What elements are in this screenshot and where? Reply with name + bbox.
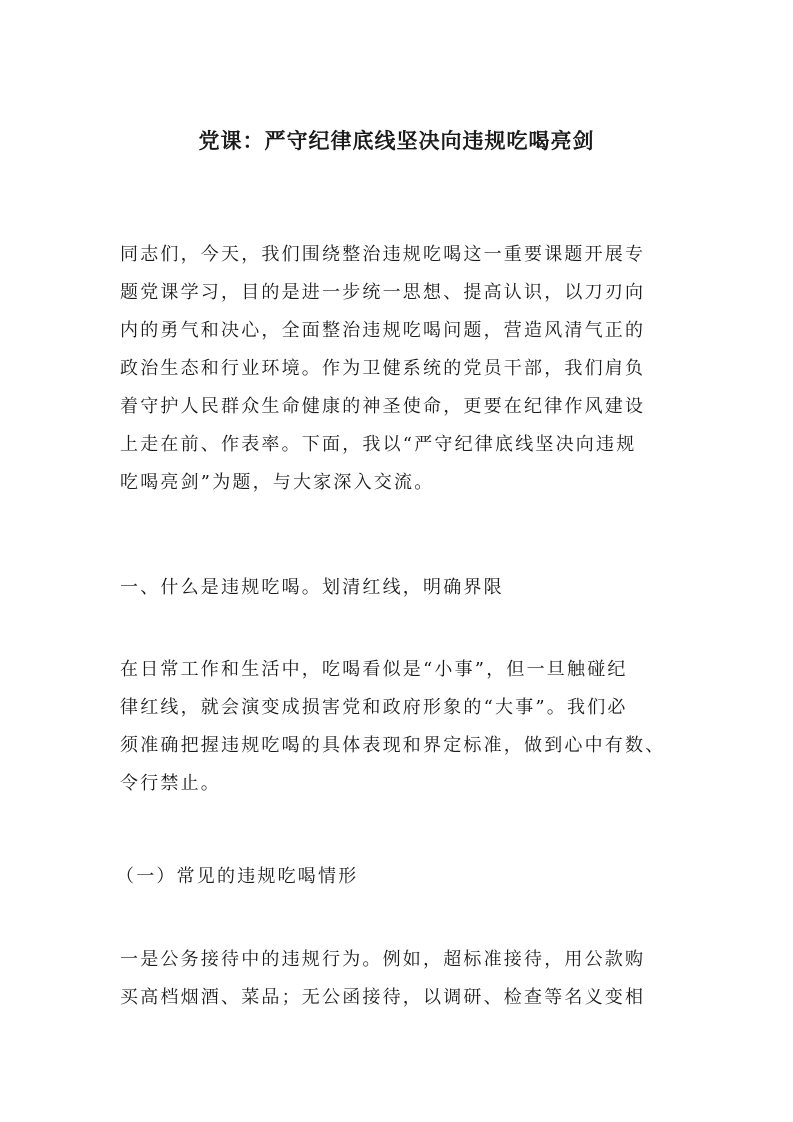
subsection-1-line: 一是公务接待中的违规行为。例如，超标准接待，用公款购 (120, 949, 646, 970)
subsection-1-line: 买高档烟酒、菜品；无公函接待，以调研、检查等名义变相 (120, 987, 646, 1008)
section-1-line: 令行禁止。 (120, 773, 221, 794)
document-title: 党课：严守纪律底线坚决向违规吃喝亮剑 (198, 128, 595, 153)
intro-line: 政治生态和行业环境。作为卫健系统的党员干部，我们肩负 (120, 358, 646, 379)
intro-line: 题党课学习，目的是进一步统一思想、提高认识，以刀刃向 (120, 282, 646, 303)
section-1-line: 律红线，就会演变成损害党和政府形象的“大事”。我们必 (120, 697, 628, 718)
section-1-heading: 一、什么是违规吃喝。划清红线，明确界限 (120, 577, 504, 598)
intro-line: 同志们，今天，我们围绕整治违规吃喝这一重要课题开展专 (120, 244, 646, 265)
intro-paragraph (120, 236, 680, 502)
subsection-1-heading: （一）常见的违规吃喝情形 (116, 866, 359, 887)
section-1-paragraph (120, 651, 680, 803)
intro-line: 着守护人民群众生命健康的神圣使命，更要在纪律作风建设 (120, 396, 646, 417)
intro-line: 内的勇气和决心，全面整治违规吃喝问题，营造风清气正的 (120, 320, 646, 341)
section-1-line: 须准确把握违规吃喝的具体表现和界定标准，做到心中有数、 (120, 735, 666, 756)
subsection-1-paragraph (120, 941, 680, 1017)
intro-line: 上走在前、作表率。下面，我以“严守纪律底线坚决向违规 (120, 434, 637, 455)
intro-line: 吃喝亮剑”为题，与大家深入交流。 (120, 472, 435, 493)
section-1-line: 在日常工作和生活中，吃喝看似是“小事”，但一旦触碰纪 (120, 659, 628, 680)
